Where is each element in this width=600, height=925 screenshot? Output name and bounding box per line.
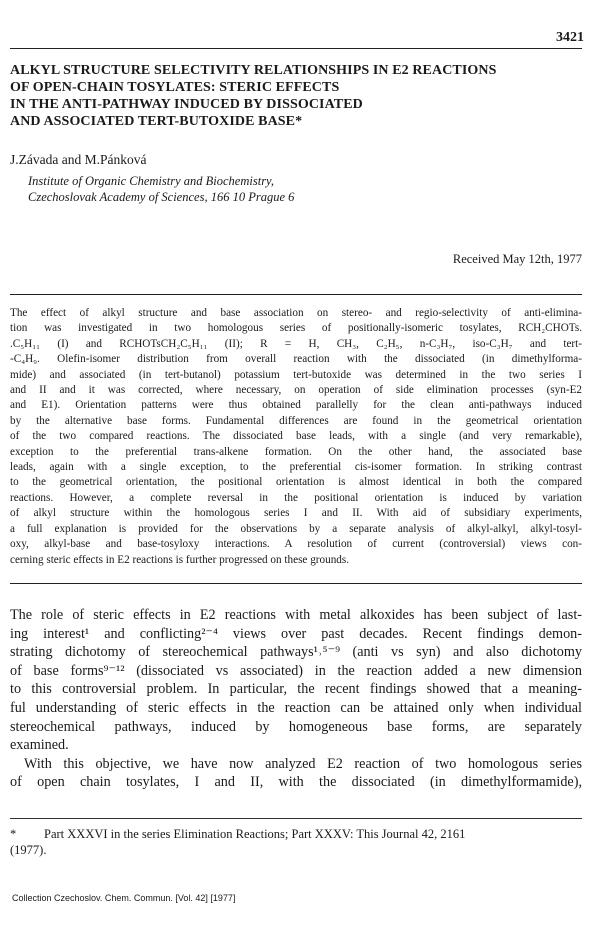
footnote-rule <box>10 818 582 819</box>
abstract-line: leads, again with a single exception, to the preferential cis-isomer formation. In striking contrast <box>10 461 582 474</box>
abstract-line: to the geometrical orientation, the positional orientation is almost identical in both the compared <box>10 476 582 489</box>
title-line-1: ALKYL STRUCTURE SELECTIVITY RELATIONSHIPS IN E2 REACTIONS <box>10 63 497 78</box>
affiliation <box>28 173 294 205</box>
body-line: to this controversial problem. In particular, the recent findings showed that a meaning- <box>10 681 582 698</box>
page-number: 3421 <box>556 30 584 45</box>
article-title <box>10 62 580 130</box>
body-line: strating dichotomy of stereochemical pathways¹˒⁵⁻⁹ (anti vs syn) and also dichotomy <box>10 644 582 661</box>
abstract-line: and II and it was corrected, where necessary, on operation of side elimination processes (syn-E2 <box>10 384 582 397</box>
footnote-marker: * <box>10 827 17 841</box>
top-rule <box>10 48 582 49</box>
body-line: ful understanding of steric effects in the reaction can be attained only when individual <box>10 699 582 716</box>
body-line: of base forms⁹⁻¹² (dissociated vs associated) in the reaction added a new dimension <box>10 662 582 679</box>
abstract-top-rule <box>10 294 582 295</box>
title-line-3: IN THE ANTI-PATHWAY INDUCED BY DISSOCIATED <box>10 97 363 112</box>
abstract-line: -C₄H₉. Olefin-isomer distribution from overall reaction with the dissociated (in dimethylforma- <box>10 353 582 366</box>
abstract-line: cerning steric effects in E2 reactions is further progressed on these grounds. <box>10 553 350 566</box>
footnote-text-continued: (1977). <box>10 843 47 857</box>
abstract-line: of alkyl structure within the homologous series I and II. With aid of subsidiary experiments, <box>10 507 582 520</box>
journal-citation: Collection Czechoslov. Chem. Commun. [Vol. 42] [1977] <box>12 893 236 903</box>
body-line: examined. <box>10 737 69 754</box>
abstract-line: by the alternative base forms. Fundamental differences are found in the geometrical orientation <box>10 414 582 427</box>
footnote-text: Part XXXVI in the series Elimination Reactions; Part XXXV: This Journal 42, 2161 <box>44 827 466 841</box>
abstract-line: tion was investigated in two homologous series of positionally-isomeric tosylates, RCH₂CHOTs. <box>10 322 582 335</box>
abstract <box>10 306 582 568</box>
abstract-line: exception to the preferential trans-alkene formation. On the other hand, the associated base <box>10 445 582 458</box>
abstract-line: mide) and associated (in tert-butanol) potassium tert-butoxide was determined in the two series I <box>10 368 582 381</box>
body-line: stereochemical pathways, induced by homogeneous base forms, are separately <box>10 718 582 735</box>
title-line-2: OF OPEN-CHAIN TOSYLATES: STERIC EFFECTS <box>10 80 340 95</box>
title-line-4: AND ASSOCIATED TERT-BUTOXIDE BASE* <box>10 114 303 129</box>
body-line: With this objective, we have now analyzed E2 reaction of two homologous series <box>24 755 582 772</box>
abstract-line: and E1). Orientation patterns were thus obtained parallelly for the clean anti-pathways induced <box>10 399 582 412</box>
authors: J.Závada and M.Pánková <box>10 152 147 167</box>
body-text <box>10 606 582 792</box>
affiliation-line-2: Czechoslovak Academy of Sciences, 166 10 Prague 6 <box>28 190 295 204</box>
abstract-line: .C₅H₁₁ (I) and RCHOTsCH₂C₅H₁₁ (II); R = H, CH₃, C₂H₅, n-C₃H₇, iso-C₃H₇ and tert- <box>10 337 582 350</box>
abstract-line: of the two compared reactions. The dissociated base leads, with a single (and very remarkable), <box>10 430 582 443</box>
body-line: ing interest¹ and conflicting²⁻⁴ views over past decades. Recent findings demon- <box>10 625 582 642</box>
received-date: Received May 12th, 1977 <box>452 252 582 266</box>
abstract-line: a full explanation is provided for the observations by a separate analysis of alkyl-alkyl, alkyl-tosyl- <box>10 522 582 535</box>
affiliation-line-1: Institute of Organic Chemistry and Biochemistry, <box>28 174 275 188</box>
abstract-bottom-rule <box>10 583 582 584</box>
abstract-line: oxy, alkyl-base and base-tosyloxy interactions. A resolution of current (controversial) views con- <box>10 538 582 551</box>
body-line: The role of steric effects in E2 reactions with metal alkoxides has been subject of last- <box>10 607 582 623</box>
body-line: of open chain tosylates, I and II, with the dissociated (in dimethylformamide), <box>10 774 582 791</box>
abstract-line: reactions. However, a complete reversal in the positional orientation is induced by variation <box>10 491 582 504</box>
footnote <box>10 826 582 858</box>
abstract-line: The effect of alkyl structure and base association on stereo- and regio-selectivity of anti-elimina- <box>10 307 582 319</box>
